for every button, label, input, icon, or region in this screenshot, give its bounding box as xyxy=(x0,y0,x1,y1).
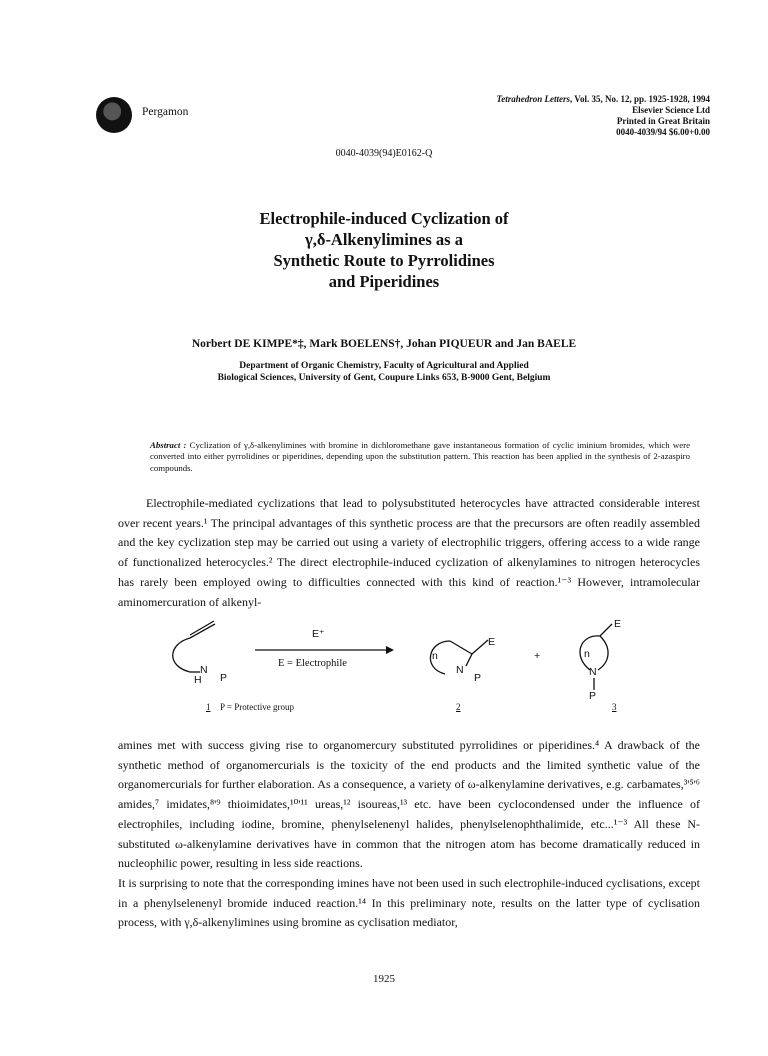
affiliation xyxy=(0,360,768,384)
title-line-1: Electrophile-induced Cyclization of xyxy=(259,209,509,228)
plus-sign: + xyxy=(534,650,541,662)
atom-p-3: P xyxy=(589,690,597,702)
atom-p-1: P xyxy=(220,672,228,684)
pergamon-logo-icon xyxy=(96,97,132,133)
authors: Norbert DE KIMPE*‡, Mark BOELENS†, Johan PIQUEUR and Jan BAELE xyxy=(191,338,577,350)
title-line-2: γ,δ-Alkenylimines as a xyxy=(305,230,463,249)
compound-label-2: 2 xyxy=(456,702,461,712)
reaction-scheme xyxy=(160,616,660,726)
body-paragraph-1 xyxy=(118,494,700,612)
paper-title xyxy=(0,208,768,292)
ring-n-2: n xyxy=(432,650,438,662)
doi-code: 0040-4039(94)E0162-Q xyxy=(335,148,433,159)
compound-label-1-text: P = Protective group xyxy=(220,702,294,712)
atom-e-3: E xyxy=(614,618,622,630)
abstract-text: Cyclization of γ,δ-alkenylimines with bromine in dichloromethane gave instantaneous formation of cyclic iminium bromides, which were converted into either pyrrolidines or piperidines, depending upon the substitution pattern. This reaction has been applied in the synthesis of 2-azaspiro compounds. xyxy=(150,440,690,473)
atom-p-2: P xyxy=(474,672,482,684)
affiliation-line-2: Biological Sciences, University of Gent, Coupure Links 653, B-9000 Gent, Belgium xyxy=(217,373,551,383)
journal-info xyxy=(497,94,710,138)
journal-citation xyxy=(497,94,710,105)
atom-n-3: N xyxy=(589,666,597,678)
paragraph-3-text: It is surprising to note that the corresponding imines have not been used in such electrophile-induced cyclisations, except in a phenylselenenyl bromide induced reaction.¹⁴ In this preliminary note, results on the latter type of cyclisation process, with γ,δ-alkenylimines using bromine as cyclisation mediator, xyxy=(118,875,700,930)
abstract xyxy=(150,440,690,474)
atom-h-1: H xyxy=(194,674,202,686)
journal-volume: , Vol. 35, No. 12, pp. 1925-1928, 1994 xyxy=(569,94,710,104)
journal-price: 0040-4039/94 $6.00+0.00 xyxy=(616,127,710,137)
title-line-3: Synthetic Route to Pyrrolidines xyxy=(273,251,495,270)
title-line-4: and Piperidines xyxy=(328,272,440,291)
compound-label-1: 1 xyxy=(206,702,211,712)
compound-label-3: 3 xyxy=(612,702,617,712)
publisher-name: Pergamon xyxy=(142,106,189,118)
paragraph-1-text: Electrophile-mediated cyclizations that lead to polysubstituted heterocycles have attracted considerable interest over recent years.¹ The principal advantages of this synthetic process are that the precursors are often readily assembled and the key cyclization step may be carried out using a variety of electrophilic triggers, offering access to a wide range of functionalized heterocycles.² The direct electrophile-induced cyclization of alkenylamines to nitrogen heterocycles has rarely been employed owing to difficulties connected with this kind of reaction.¹⁻³ However, intramolecular aminomercuration of alkenyl- xyxy=(118,496,700,609)
page-number: 1925 xyxy=(373,973,395,985)
affiliation-line-1: Department of Organic Chemistry, Faculty of Agricultural and Applied xyxy=(239,361,529,371)
paragraph-2-text: amines met with success giving rise to organomercury substituted pyrrolidines or piperidines.⁴ A drawback of the synthetic method of organomercurials is the toxicity of the end products and the limited synthetic value of the organomercurials for further elaboration. As a consequence, a variety of ω-alkenylamine derivatives, e.g. carbamates,³'⁵'⁶ amides,⁷ imidates,⁸'⁹ thioimidates,¹⁰'¹¹ ureas,¹² isoureas,¹³ etc. have been cyclocondensed under the influence of electrophiles, including iodine, bromine, phenylselenenyl halides, phenylselenophthalimide, etc...¹⁻³ All these N-substituted ω-alkenylamine derivatives have in common that the nitrogen atom has become dramatically reduced in nucleophilic power, resulting in less side reactions. xyxy=(118,738,700,871)
body-paragraph-2 xyxy=(118,736,700,933)
atom-n-2: N xyxy=(456,664,464,676)
reagent-top: E⁺ xyxy=(312,628,325,640)
atom-n-1: N xyxy=(200,664,208,676)
atom-e-2: E xyxy=(488,636,496,648)
reagent-bottom: E = Electrophile xyxy=(278,658,347,669)
journal-name: Tetrahedron Letters xyxy=(496,94,570,104)
abstract-label: Abstract : xyxy=(150,440,187,450)
journal-publisher: Elsevier Science Ltd xyxy=(632,105,710,115)
journal-printed: Printed in Great Britain xyxy=(616,116,710,126)
ring-n-3: n xyxy=(584,648,590,660)
